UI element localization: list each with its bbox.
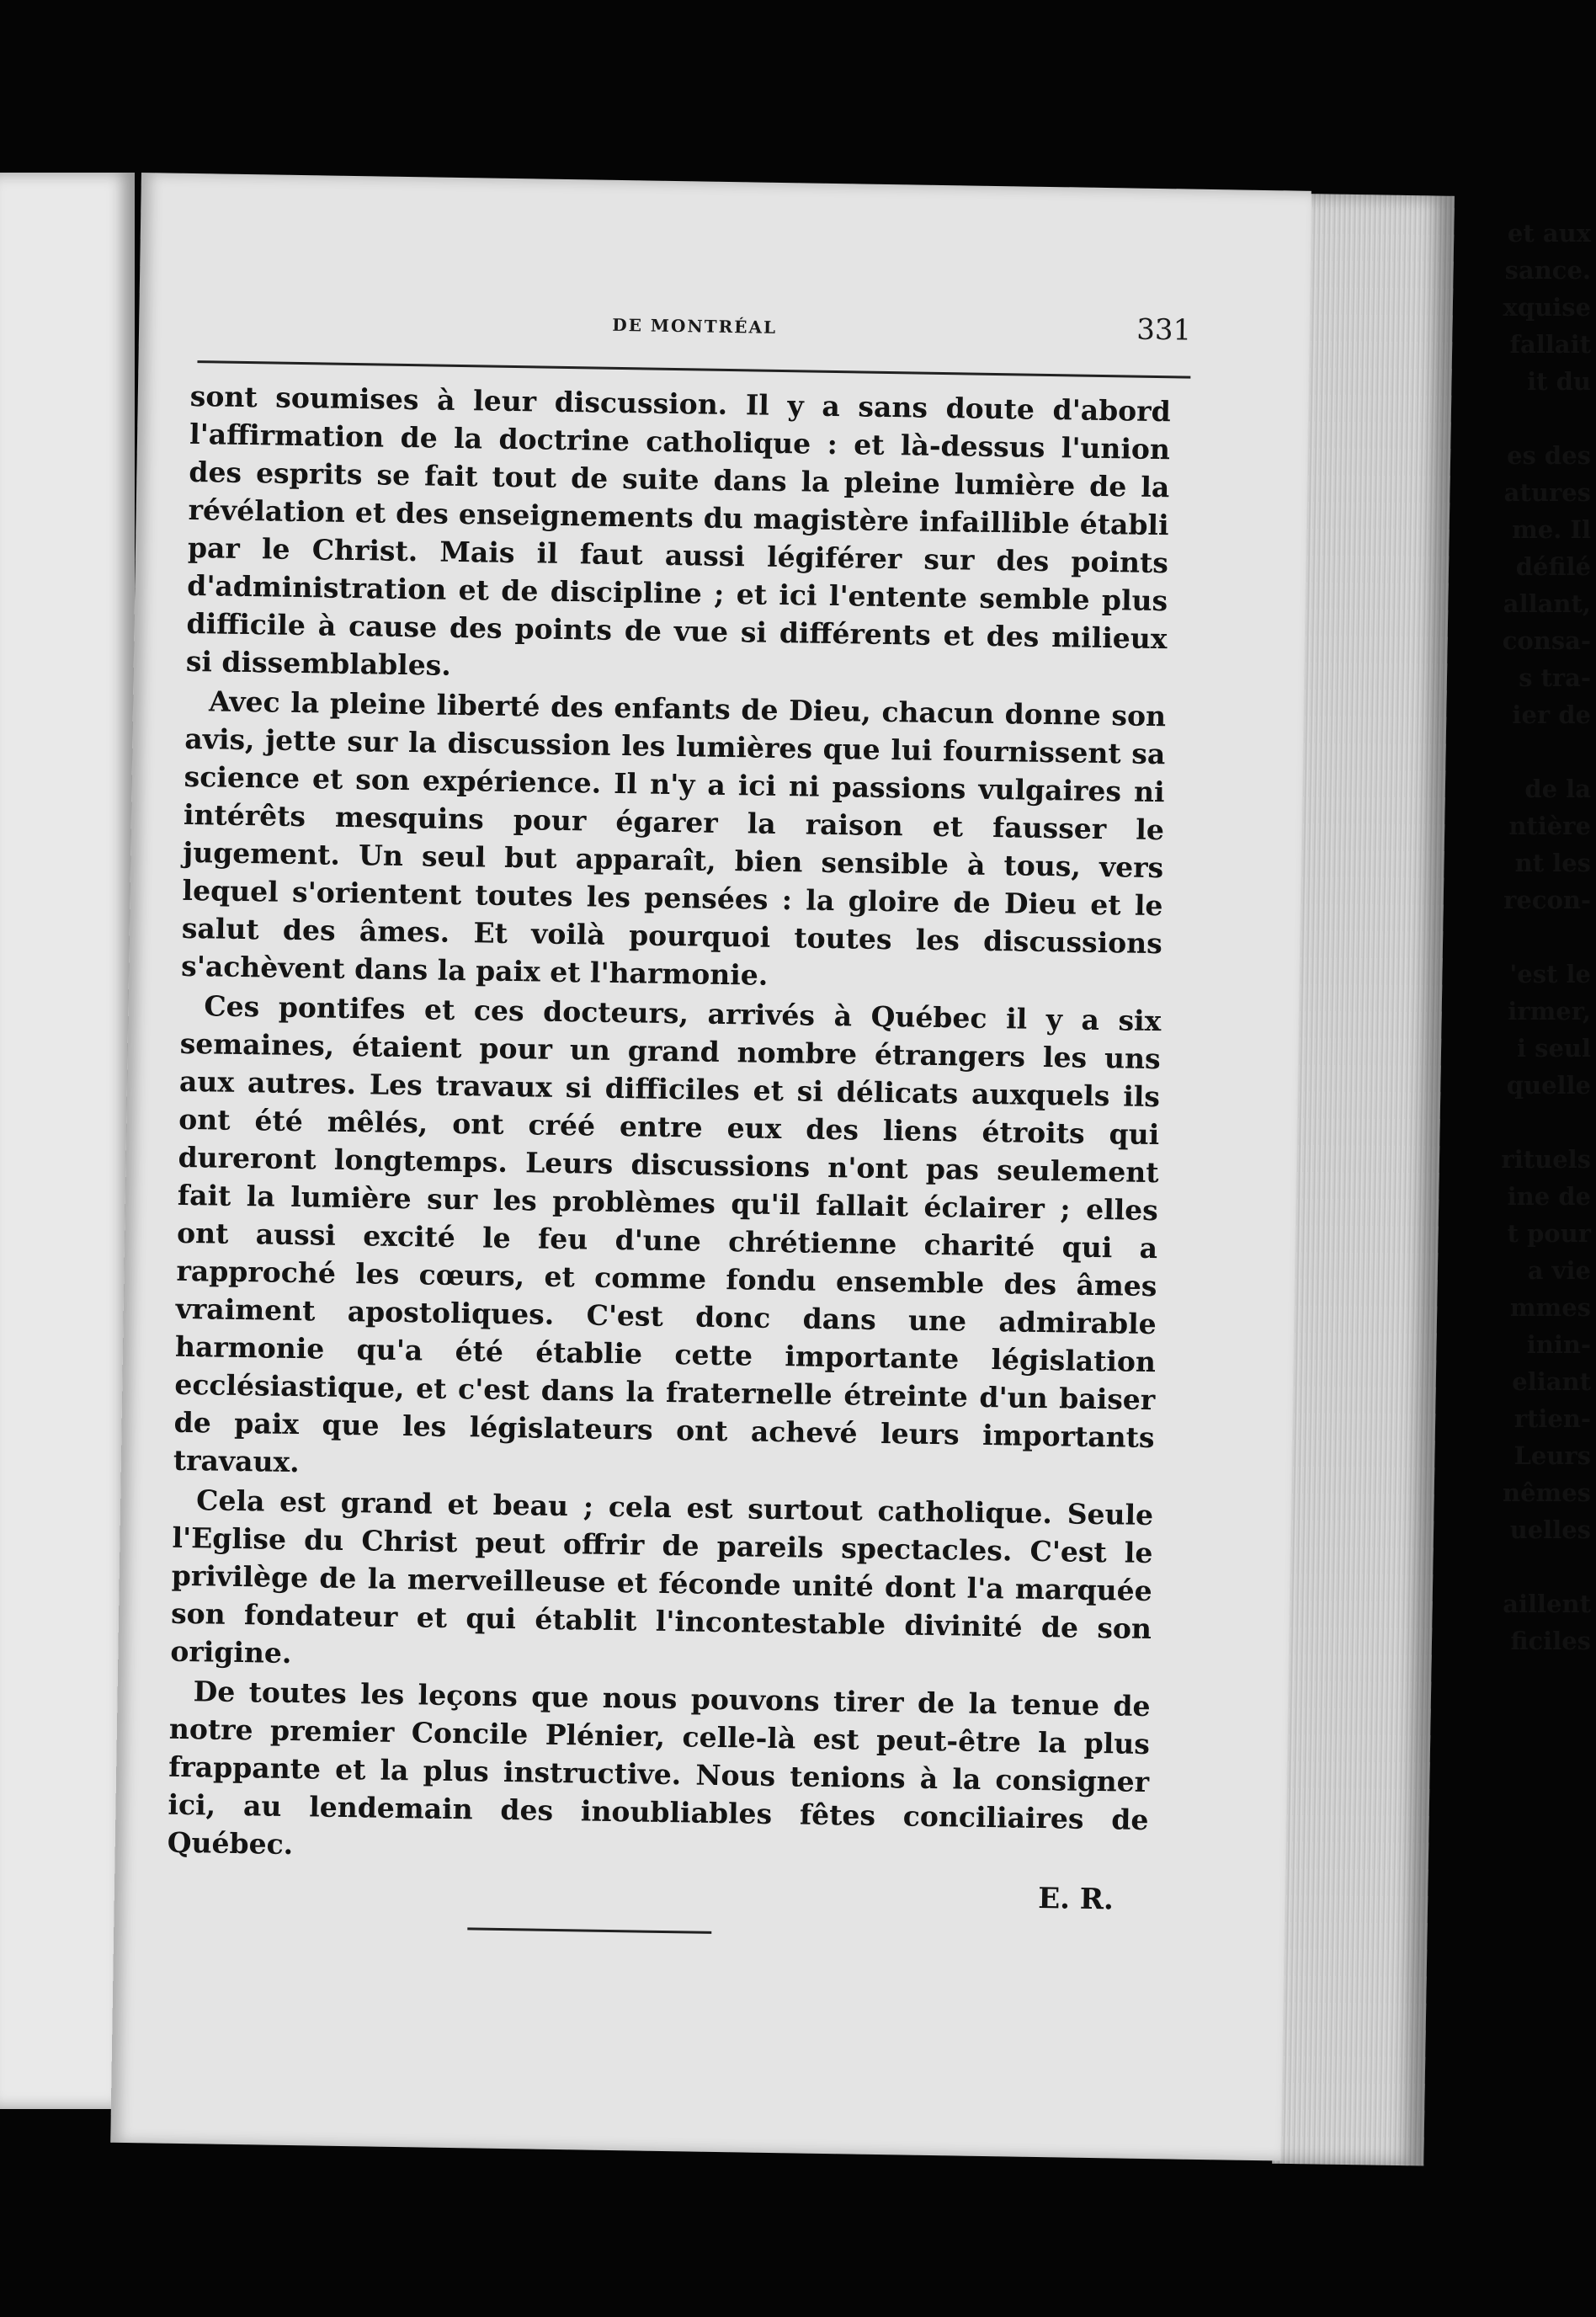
header-rule [197,360,1190,379]
facing-page-line: it du [1527,367,1591,396]
facing-page-line: nêmes [1503,1478,1591,1507]
facing-page-line: ine de [1507,1182,1591,1211]
paragraph-3: Ces pontifes et ces docteurs, arrivés à Québec il y a six semaines, étaient pour un grand nombre étrangers les uns aux autres. Les travaux si difficiles et si délicats auxquels ils ont été mêlés, ont créé entre eux des liens étroits qui dureront longtemps. Leurs discussions n'ont pas seulement fait la lumière sur les problèmes qu'il fallait éclairer ; elles ont aussi excité le feu d'une chrétienne charité qui a rapproché les cœurs, et comme fondu ensemble des âmes vraiment apostoliques. C'est donc dans une admirable harmonie qu'a été établie cette importante législation ecclésiastique, et c'est dans la fraternelle étreinte d'un baiser de paix que les législateurs ont achevé leurs importants travaux. [173,989,1162,1479]
facing-page-line: t pour [1507,1219,1591,1248]
facing-page-line: me. Il [1512,515,1591,544]
facing-page-line: s tra- [1519,663,1591,692]
facing-page-line: xquise [1503,293,1591,322]
facing-page-line: uelles [1509,1515,1591,1544]
facing-page-line: défilé [1515,552,1591,581]
facing-page-line: nt les [1514,849,1591,877]
facing-page-line: de la [1524,775,1591,803]
facing-page-line: eliant [1512,1367,1591,1396]
facing-page-line: es des [1507,441,1591,470]
facing-page-line: sance. [1504,256,1591,285]
facing-page-line: inin- [1526,1330,1591,1359]
facing-page-line: ficiles [1510,1627,1591,1655]
facing-page-line: irmer, [1508,997,1591,1025]
facing-page-left [0,173,135,2109]
running-head: DE MONTRÉAL [612,314,778,338]
facing-page-line: 'est le [1509,960,1591,988]
facing-page-line: a vie [1527,1256,1591,1285]
facing-page-line: aillent [1503,1590,1591,1618]
facing-page-line: ier de [1512,700,1591,729]
paragraph-1: sont soumises à leur discussion. Il y a sans doute d'abord l'affirmation de la doctrine catholique : et là-dessus l'union des esprits se fait tout de suite dans la pleine lumière de la révélation et des enseignements du magistère infaillible établi par le Christ. Mais il faut aussi légiférer sur des points d'administration et de discipline ; et ici l'entente semble plus difficile à cause des points de vue si différents et des milieux si dissemblables. [185,379,1172,682]
facing-page-line: i seul [1517,1034,1591,1063]
facing-page-line: quelle [1506,1071,1591,1100]
facing-page-line: atures [1503,478,1591,507]
facing-page-line: consa- [1502,626,1591,655]
facing-page-line [1501,1548,1591,1585]
closing-rule [467,1927,711,1934]
book-page-331 [110,173,1311,2161]
facing-page-text-fragments [1501,215,1591,1659]
author-signature: E. R. [1037,1881,1115,1917]
facing-page-line [1501,400,1591,437]
paragraph-2: Avec la pleine liberté des enfants de Dieu, chacun donne son avis, jette sur la discussion les lumières que lui fournissent sa science et son expérience. Il n'y a ici ni passions vulgaires ni intérêts mesquins pour égarer la raison et fausser le jugement. Un seul but apparaît, bien sensible à tous, vers lequel s'orientent toutes les pensées : la gloire de Dieu et le salut des âmes. Et voilà pourquoi toutes les discussions s'achèvent dans la paix et l'harmonie. [180,684,1167,992]
facing-page-line: Leurs [1514,1441,1591,1470]
facing-page-line: et aux [1507,219,1591,248]
facing-page-line [1501,733,1591,770]
article-body [166,377,1171,1941]
paragraph-4: Cela est grand et beau ; cela est surtout catholique. Seule l'Eglise du Christ peut offrir de pareils spectacles. C'est le privilège de la merveilleuse et féconde unité dont l'a marquée son fondateur et qui établit l'incontestable divinité de son origine. [170,1483,1154,1670]
facing-page-line [1501,919,1591,956]
facing-page-line: ntière [1508,812,1591,840]
facing-page-line: rituels [1501,1145,1591,1174]
facing-page-line: allant, [1503,589,1591,618]
facing-page-line: rtien- [1514,1404,1591,1433]
page-number: 331 [1136,312,1192,348]
facing-page-line: recon- [1503,886,1591,914]
paragraph-5: De toutes les leçons que nous pouvons tirer de la tenue de notre premier Concile Plénier, celle-là est peut-être la plus frappante et la plus instructive. Nous tenions à la consigner ici, au lendemain des inoubliables fêtes conciliaires de Québec. [167,1675,1151,1862]
facing-page-line [1501,1104,1591,1141]
facing-page-line: fallait [1509,330,1591,359]
page-header [198,298,1192,365]
facing-page-line: mmes [1509,1293,1591,1322]
